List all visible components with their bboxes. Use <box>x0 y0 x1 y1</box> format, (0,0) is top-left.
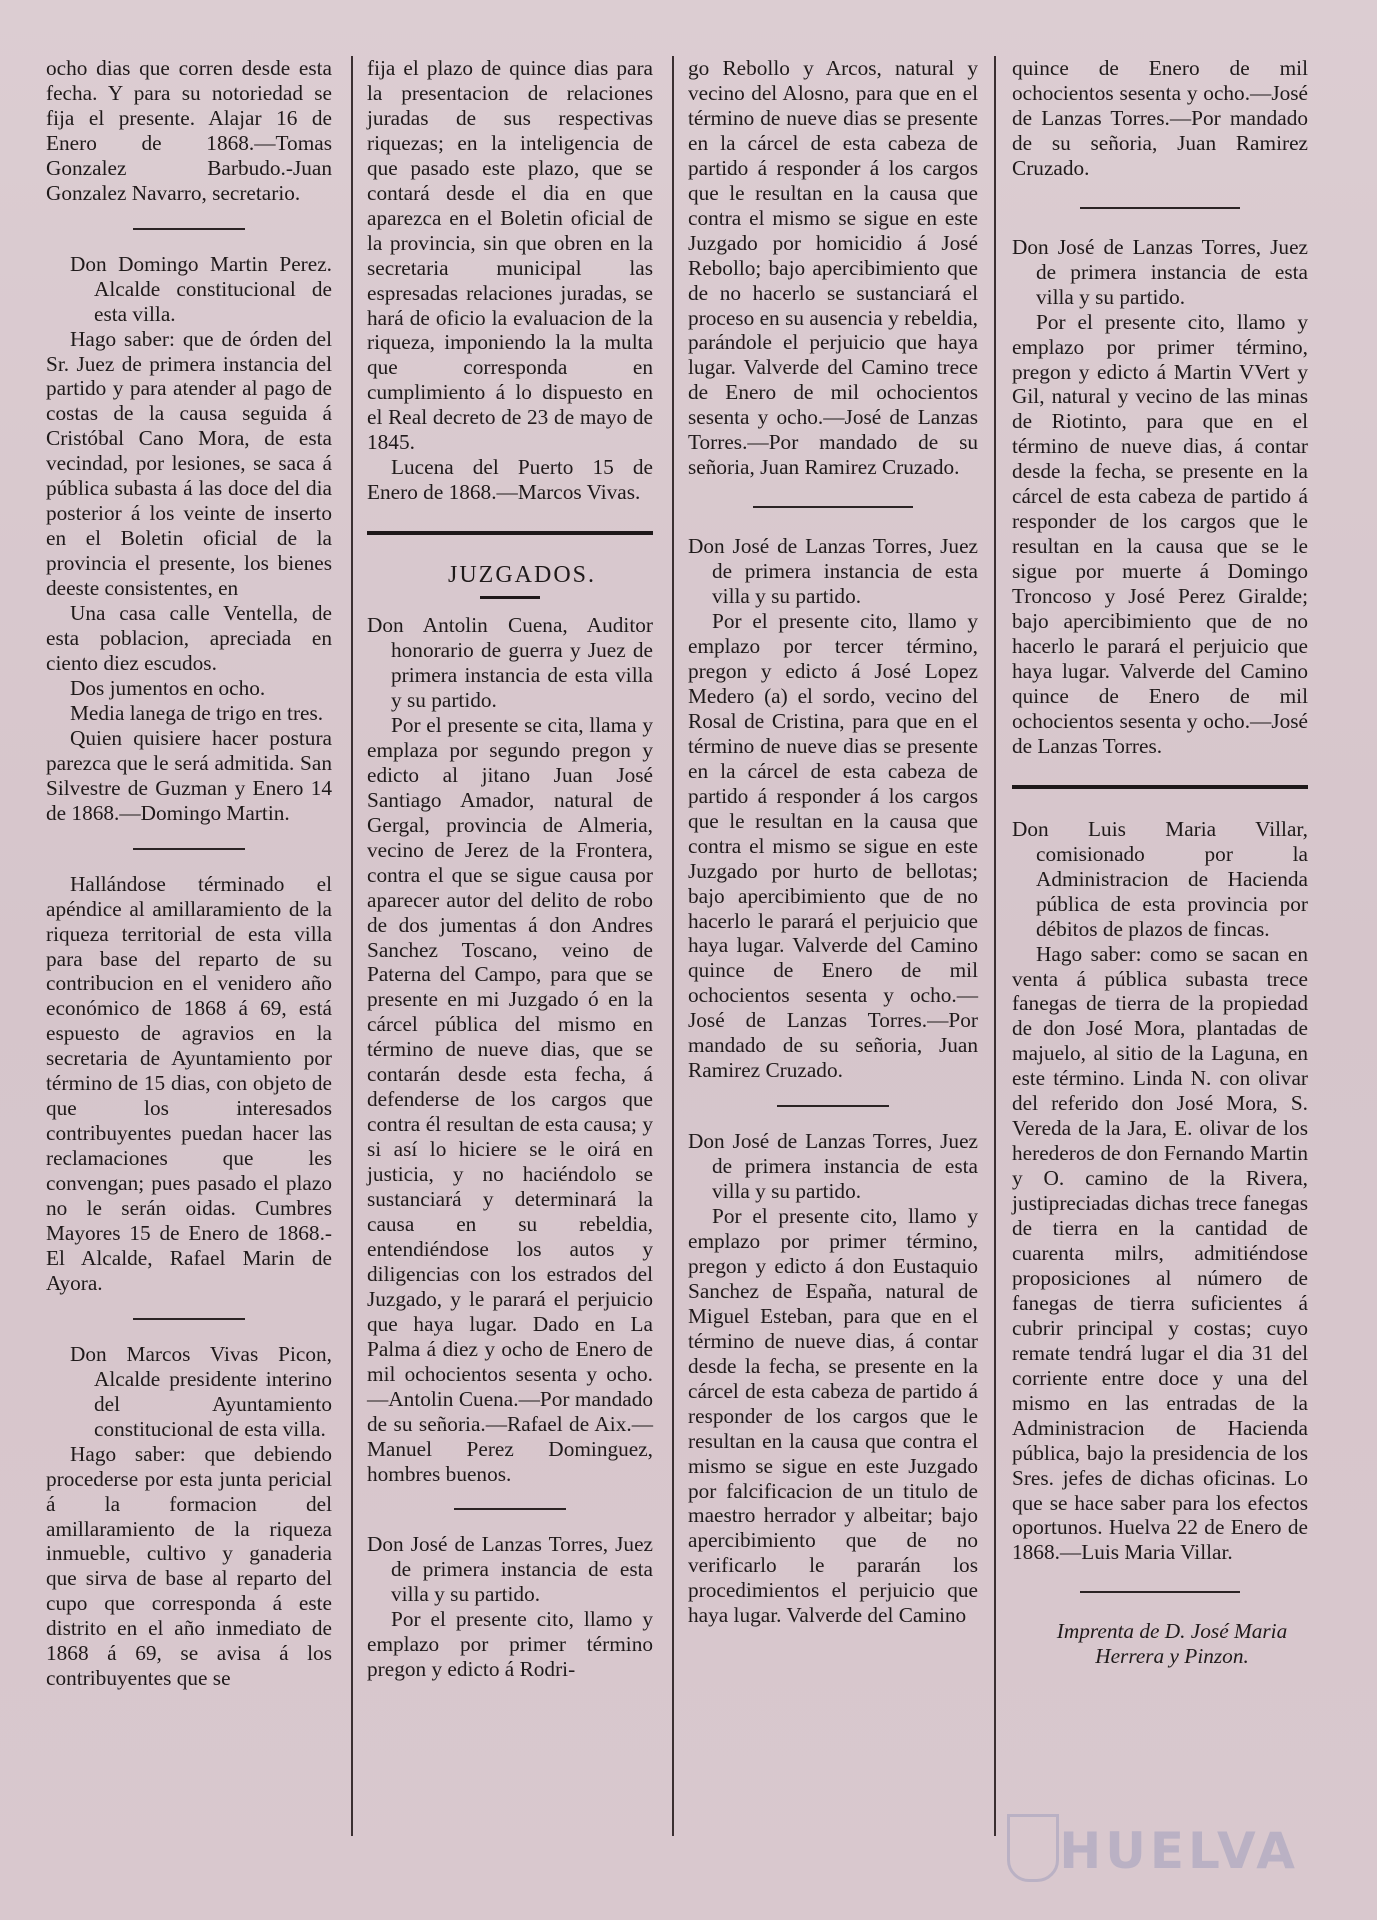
text-paragraph: go Rebollo y Arcos, natural y vecino del Alosno, para que en el término de nueve dias se presente en la cárcel de esta cabeza de partido á responder á los cargos que le resultan en la causa que contra el mismo se sigue en este Juzgado por homicidio á José Rebollo; bajo apercibimiento que de no hacerlo se sustanciará el proceso en su ausencia y rebeldia, parándole el perjuicio que haya lugar. Valverde del Camino trece de Enero de mil ochocientos sesenta y ocho.—José de Lanzas Torres.—Por mandado de su señoria, Juan Ramirez Cruzado. <box>688 56 978 480</box>
text-paragraph: fija el plazo de quince dias para la presentacion de relaciones juradas de sus respectivas riquezas; en la inteligencia de que pasado este plazo, que se contará desde el dia en que aparezca en el Boletin oficial de la provincia, sin que obren en la secretaria municipal las espresadas relaciones juradas, se hará de oficio la evaluacion de la riqueza, imponiendo la la multa que corresponda en cumplimiento á lo dispuesto en el Real decreto de 23 de mayo de 1845. <box>367 56 653 455</box>
watermark-logo: HUELVA <box>1059 1822 1299 1880</box>
section-heading: JUZGADOS. <box>447 562 596 589</box>
notice-header: Don José de Lanzas Torres, Juez de primera instancia de esta villa y su partido. <box>688 534 978 609</box>
text-paragraph: Por el presente cito, llamo y emplazo por primer término, pregon y edicto á Martin VVert y Gil, natural y vecino de las minas de Riotinto, para que en el término de nueve dias, á contar desde la fecha, se presente en la cárcel de esta cabeza de partido á responder de los cargos que le resultan en la causa que se le sigue por muerte á Domingo Troncoso y José Perez Giralde; bajo apercibimiento que de no hacerlo le parará el perjuicio que haya lugar. Valverde del Camino quince de Enero de mil ochocientos sesenta y ocho.—José de Lanzas Torres. <box>1012 309 1308 758</box>
column-3 <box>688 56 978 1628</box>
column-2 <box>367 56 653 1682</box>
text-paragraph: Media lanega de trigo en tres. <box>70 700 324 725</box>
notice-header: Don Domingo Martin Perez. Alcalde constitucional de esta villa. <box>70 251 332 326</box>
column-1 <box>46 56 332 1691</box>
text-paragraph: Hago saber: que de órden del Sr. Juez de primera instancia del partido y para atender al pago de costas de la causa seguida á Cristóbal Cano Mora, de esta vecindad, por lesiones, se saca á pública subasta á las doce del dia posterior á los veinte de inserto en el Boletin oficial de la provincia el presente, los bienes deeste consistentes, en <box>46 326 332 601</box>
column-divider <box>994 56 996 1836</box>
separator-rule <box>1080 1591 1240 1593</box>
text-paragraph: Por el presente se cita, llama y emplaza por segundo pregon y edicto al jitano Juan José Santiago Amador, natural de Gergal, provincia de Almeria, vecino de Jerez de la Frontera, contra el que se sigue causa por aparecer autor del delito de robo de dos jumentas á don Andres Sanchez Toscano, veino de Paterna del Campo, para que se presente en mi Juzgado ó en la cárcel pública del mismo en término de nueve dias, que se contarán desde esta fecha, á defenderse de los cargos que contra él resultan de esta causa; y si así lo hiciere se le oirá en justicia, y no haciéndolo se sustanciará y determinará la causa en su rebeldia, entendiéndose los autos y diligencias con los estrados del Juzgado, y le parará el perjuicio que haya lugar. Dado en La Palma á diez y ocho de Enero de mil ochocientos sesenta y ocho.—Antolin Cuena.—Por mandado de su señoria.—Rafael de Aix.—Manuel Perez Dominguez, hombres buenos. <box>367 712 653 1486</box>
notice-header: Don Luis Maria Villar, comisionado por la Administracion de Hacienda pública de esta provincia por débitos de plazos de fincas. <box>1012 816 1308 941</box>
text-paragraph: ocho dias que corren desde esta fecha. Y para su notoriedad se fija el presente. Alajar 16 de Enero de 1868.—Tomas Gonzalez Barbudo.-Juan Gonzalez Navarro, secretario. <box>46 56 332 205</box>
section-rule <box>1012 785 1308 789</box>
text-paragraph: Lucena del Puerto 15 de Enero de 1868.—Marcos Vivas. <box>367 455 653 505</box>
section-rule <box>367 531 653 535</box>
text-paragraph: Hago saber: como se sacan en venta á pública subasta trece fanegas de tierra de la propiedad de don José Mora, plantadas de majuelo, al sitio de la Laguna, en este término. Linda N. con olivar del referido don José Mora, S. Vereda de la Jara, E. olivar de los herederos de don Fernando Martin y O. camino de la Rivera, justipreciadas dichas trece fanegas de tierra en la cantidad de cuarenta milrs, admitiéndose proposiciones al número de fanegas de tierra suficientes á cubrir principal y costas; cuyo remate tendrá lugar el dia 31 del corriente entre doce y una del mismo en las entradas de la Administracion de Hacienda pública, bajo la presidencia de los Sres. jefes de dichas oficinas. Lo que se hace saber para los efectos oportunos. Huelva 22 de Enero de 1868.—Luis Maria Villar. <box>1012 941 1308 1565</box>
separator-rule <box>133 1318 245 1320</box>
separator-rule <box>454 1508 566 1510</box>
separator-rule <box>753 506 913 508</box>
notice-header: Don José de Lanzas Torres, Juez de primera instancia de esta villa y su partido. <box>688 1129 978 1204</box>
text-paragraph: Una casa calle Ventella, de esta poblacion, apreciada en ciento diez escudos. <box>46 601 332 675</box>
text-paragraph: Por el presente cito, llamo y emplazo por primer término pregon y edicto á Rodri- <box>367 1607 653 1682</box>
text-paragraph: Quien quisiere hacer postura parezca que le será admitida. San Silvestre de Guzman y Enero 14 de 1868.—Domingo Martin. <box>46 725 332 825</box>
separator-rule <box>133 228 245 230</box>
notice-header: Don Antolin Cuena, Auditor honorario de guerra y Juez de primera instancia de esta villa y su partido. <box>367 613 653 712</box>
notice-header: Don Marcos Vivas Picon, Alcalde presidente interino del Ayuntamiento constitucional de esta villa. <box>70 1341 332 1441</box>
printer-credit: Herrera y Pinzon. <box>1095 1644 1249 1669</box>
text-paragraph: Hallándose términado el apéndice al amillaramiento de la riqueza territorial de esta villa para base del reparto de su contribucion en el venidero año económico de 1868 á 69, está espuesto de agravios en la secretaria de Ayuntamiento por término de 15 dias, con objeto de que los interesados contribuyentes puedan hacer las reclamaciones que les convengan; pues pasado el plazo no le serán oidas. Cumbres Mayores 15 de Enero de 1868.-El Alcalde, Rafael Marin de Ayora. <box>46 871 332 1295</box>
text-paragraph: Por el presente cito, llamo y emplazo por primer término, pregon y edicto á don Eustaquio Sanchez de España, natural de Miguel Esteban, para que en el término de nueve dias, á contar desde la fecha, se presente en la cárcel de esta cabeza de partido á responder de los cargos que le resultan en la causa que contra el mismo se sigue en este Juzgado por falcificacion de un titulo de maestro herrador y albeitar; bajo apercibimiento que de no verificarlo le pararán los procedimientos el perjuicio que haya lugar. Valverde del Camino <box>688 1204 978 1628</box>
heading-ornament <box>480 596 540 599</box>
separator-rule <box>1080 207 1240 209</box>
column-divider <box>351 56 353 1836</box>
crest-watermark-icon <box>1007 1814 1059 1882</box>
column-divider <box>672 56 674 1836</box>
column-4 <box>1012 56 1308 1669</box>
text-paragraph: Dos jumentos en ocho. <box>70 675 266 700</box>
separator-rule <box>777 1105 889 1107</box>
notice-header: Don José de Lanzas Torres, Juez de primera instancia de esta villa y su partido. <box>367 1532 653 1607</box>
text-paragraph: quince de Enero de mil ochocientos sesenta y ocho.—José de Lanzas Torres.—Por mandado de su señoria, Juan Ramirez Cruzado. <box>1012 56 1308 180</box>
separator-rule <box>133 848 245 850</box>
notice-header: Don José de Lanzas Torres, Juez de primera instancia de esta villa y su partido. <box>1012 234 1308 309</box>
printer-credit: Imprenta de D. José Maria <box>1056 1619 1288 1644</box>
text-paragraph: Hago saber: que debiendo procederse por esta junta pericial á la formacion del amillaramiento de la riqueza inmueble, cultivo y ganaderia que sirva de base al reparto del cupo que corresponda á este distrito en el año inmediato de 1868 á 69, se avisa á los contribuyentes que se <box>46 1441 332 1691</box>
text-paragraph: Por el presente cito, llamo y emplazo por tercer término, pregon y edicto á José Lopez Medero (a) el sordo, vecino del Rosal de Cristina, para que en el término de nueve dias se presente en la cárcel de esta cabeza de partido á responder á los cargos que le resultan en la causa que contra el mismo se sigue en este Juzgado por hurto de bellotas; bajo apercibimiento que de no hacerlo le parará el perjuicio que haya lugar. Valverde del Camino quince de Enero de mil ochocientos sesenta y ocho.—José de Lanzas Torres.—Por mandado de su señoria, Juan Ramirez Cruzado. <box>688 609 978 1083</box>
